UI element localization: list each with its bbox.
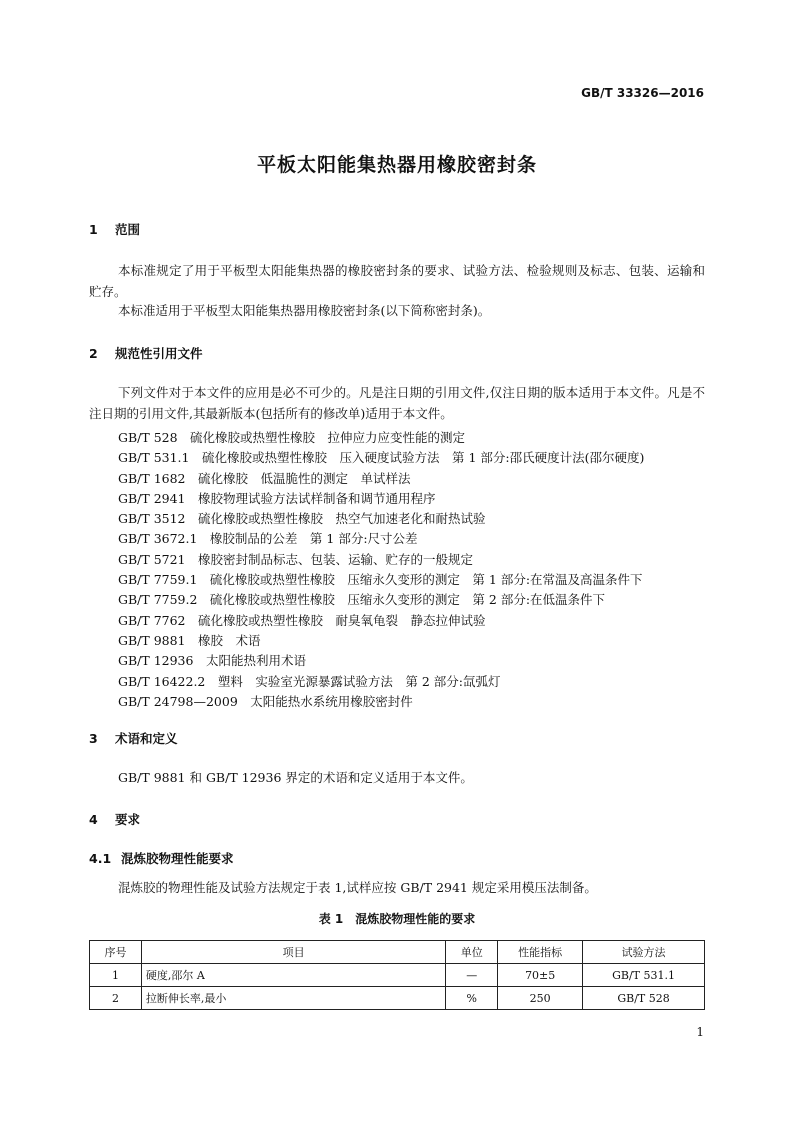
table-cell: 拉断伸长率,最小 xyxy=(141,987,445,1010)
section-number: 3 xyxy=(89,731,98,746)
table-cell: % xyxy=(446,987,498,1010)
reference-item: GB/T 12936 太阳能热利用术语 xyxy=(118,653,306,669)
reference-item: GB/T 9881 橡胶 术语 xyxy=(118,632,261,648)
reference-item: GB/T 7762 硫化橡胶或热塑性橡胶 耐臭氧龟裂 静态拉伸试验 xyxy=(118,612,486,628)
table-cell: GB/T 531.1 xyxy=(583,964,705,987)
table-cell: 250 xyxy=(498,987,583,1010)
scope-paragraph-1: 本标准规定了用于平板型太阳能集热器的橡胶密封条的要求、试验方法、检验规则及标志、包装、运输和贮存。 xyxy=(89,263,705,299)
reference-item: GB/T 24798—2009 太阳能热水系统用橡胶密封件 xyxy=(118,693,413,709)
table-cell: 70±5 xyxy=(498,964,583,987)
table-row xyxy=(90,987,705,1010)
table-cell: 1 xyxy=(90,964,142,987)
section-heading-requirements xyxy=(89,810,140,828)
section-heading-terms xyxy=(89,729,178,747)
reference-list xyxy=(118,428,644,712)
section-title: 术语和定义 xyxy=(115,731,178,746)
section-heading-scope xyxy=(89,220,140,238)
table-caption: 表 1 混炼胶物理性能的要求 xyxy=(318,912,476,926)
properties-table xyxy=(89,940,705,1010)
section-title: 要求 xyxy=(115,812,141,827)
standard-number: GB/T 33326—2016 xyxy=(581,86,704,100)
section-heading-normative-refs xyxy=(89,344,203,362)
column-header: 性能指标 xyxy=(498,941,583,964)
reference-item: GB/T 3512 硫化橡胶或热塑性橡胶 热空气加速老化和耐热试验 xyxy=(118,511,486,527)
section-title: 规范性引用文件 xyxy=(115,346,203,361)
column-header: 项目 xyxy=(141,941,445,964)
section-title: 混炼胶物理性能要求 xyxy=(121,851,234,866)
reference-item: GB/T 528 硫化橡胶或热塑性橡胶 拉伸应力应变性能的测定 xyxy=(118,430,466,445)
compound-paragraph: 混炼胶的物理性能及试验方法规定于表 1,试样应按 GB/T 2941 规定采用模压法制备。 xyxy=(118,880,597,895)
column-header: 单位 xyxy=(446,941,498,964)
table-cell: — xyxy=(446,964,498,987)
table-cell: 硬度,邵尔 A xyxy=(141,964,445,987)
table-row xyxy=(90,964,705,987)
page-number: 1 xyxy=(696,1025,704,1039)
section-number: 2 xyxy=(89,346,98,361)
section-number: 4 xyxy=(89,812,98,827)
document-title: 平板太阳能集热器用橡胶密封条 xyxy=(256,154,537,176)
table-header-row xyxy=(90,941,705,964)
reference-item: GB/T 2941 橡胶物理试验方法试样制备和调节通用程序 xyxy=(118,490,436,506)
section-title: 范围 xyxy=(115,222,141,237)
subsection-heading-compound xyxy=(89,849,234,867)
scope-paragraph-2: 本标准适用于平板型太阳能集热器用橡胶密封条(以下简称密封条)。 xyxy=(118,303,491,318)
reference-item: GB/T 7759.2 硫化橡胶或热塑性橡胶 压缩永久变形的测定 第 2 部分:在低温条件下 xyxy=(118,592,606,608)
reference-item: GB/T 3672.1 橡胶制品的公差 第 1 部分:尺寸公差 xyxy=(118,531,418,547)
normative-refs-paragraph: 下列文件对于本文件的应用是必不可少的。凡是注日期的引用文件,仅注日期的版本适用于本文件。凡是不注日期的引用文件,其最新版本(包括所有的修改单)适用于本文件。 xyxy=(89,385,705,421)
column-header: 试验方法 xyxy=(583,941,705,964)
table-cell: GB/T 528 xyxy=(583,987,705,1010)
table-cell: 2 xyxy=(90,987,142,1010)
reference-item: GB/T 531.1 硫化橡胶或热塑性橡胶 压入硬度试验方法 第 1 部分:邵氏硬度计法(邵尔硬度) xyxy=(118,450,645,466)
reference-item: GB/T 16422.2 塑料 实验室光源暴露试验方法 第 2 部分:氙弧灯 xyxy=(118,673,501,689)
reference-item: GB/T 1682 硫化橡胶 低温脆性的测定 单试样法 xyxy=(118,470,411,486)
column-header: 序号 xyxy=(90,941,142,964)
reference-item: GB/T 5721 橡胶密封制品标志、包装、运输、贮存的一般规定 xyxy=(118,551,474,567)
section-number: 1 xyxy=(89,222,98,237)
section-number: 4.1 xyxy=(89,851,112,866)
reference-item: GB/T 7759.1 硫化橡胶或热塑性橡胶 压缩永久变形的测定 第 1 部分:在常温及高温条件下 xyxy=(118,572,643,588)
terms-paragraph: GB/T 9881 和 GB/T 12936 界定的术语和定义适用于本文件。 xyxy=(118,770,473,785)
